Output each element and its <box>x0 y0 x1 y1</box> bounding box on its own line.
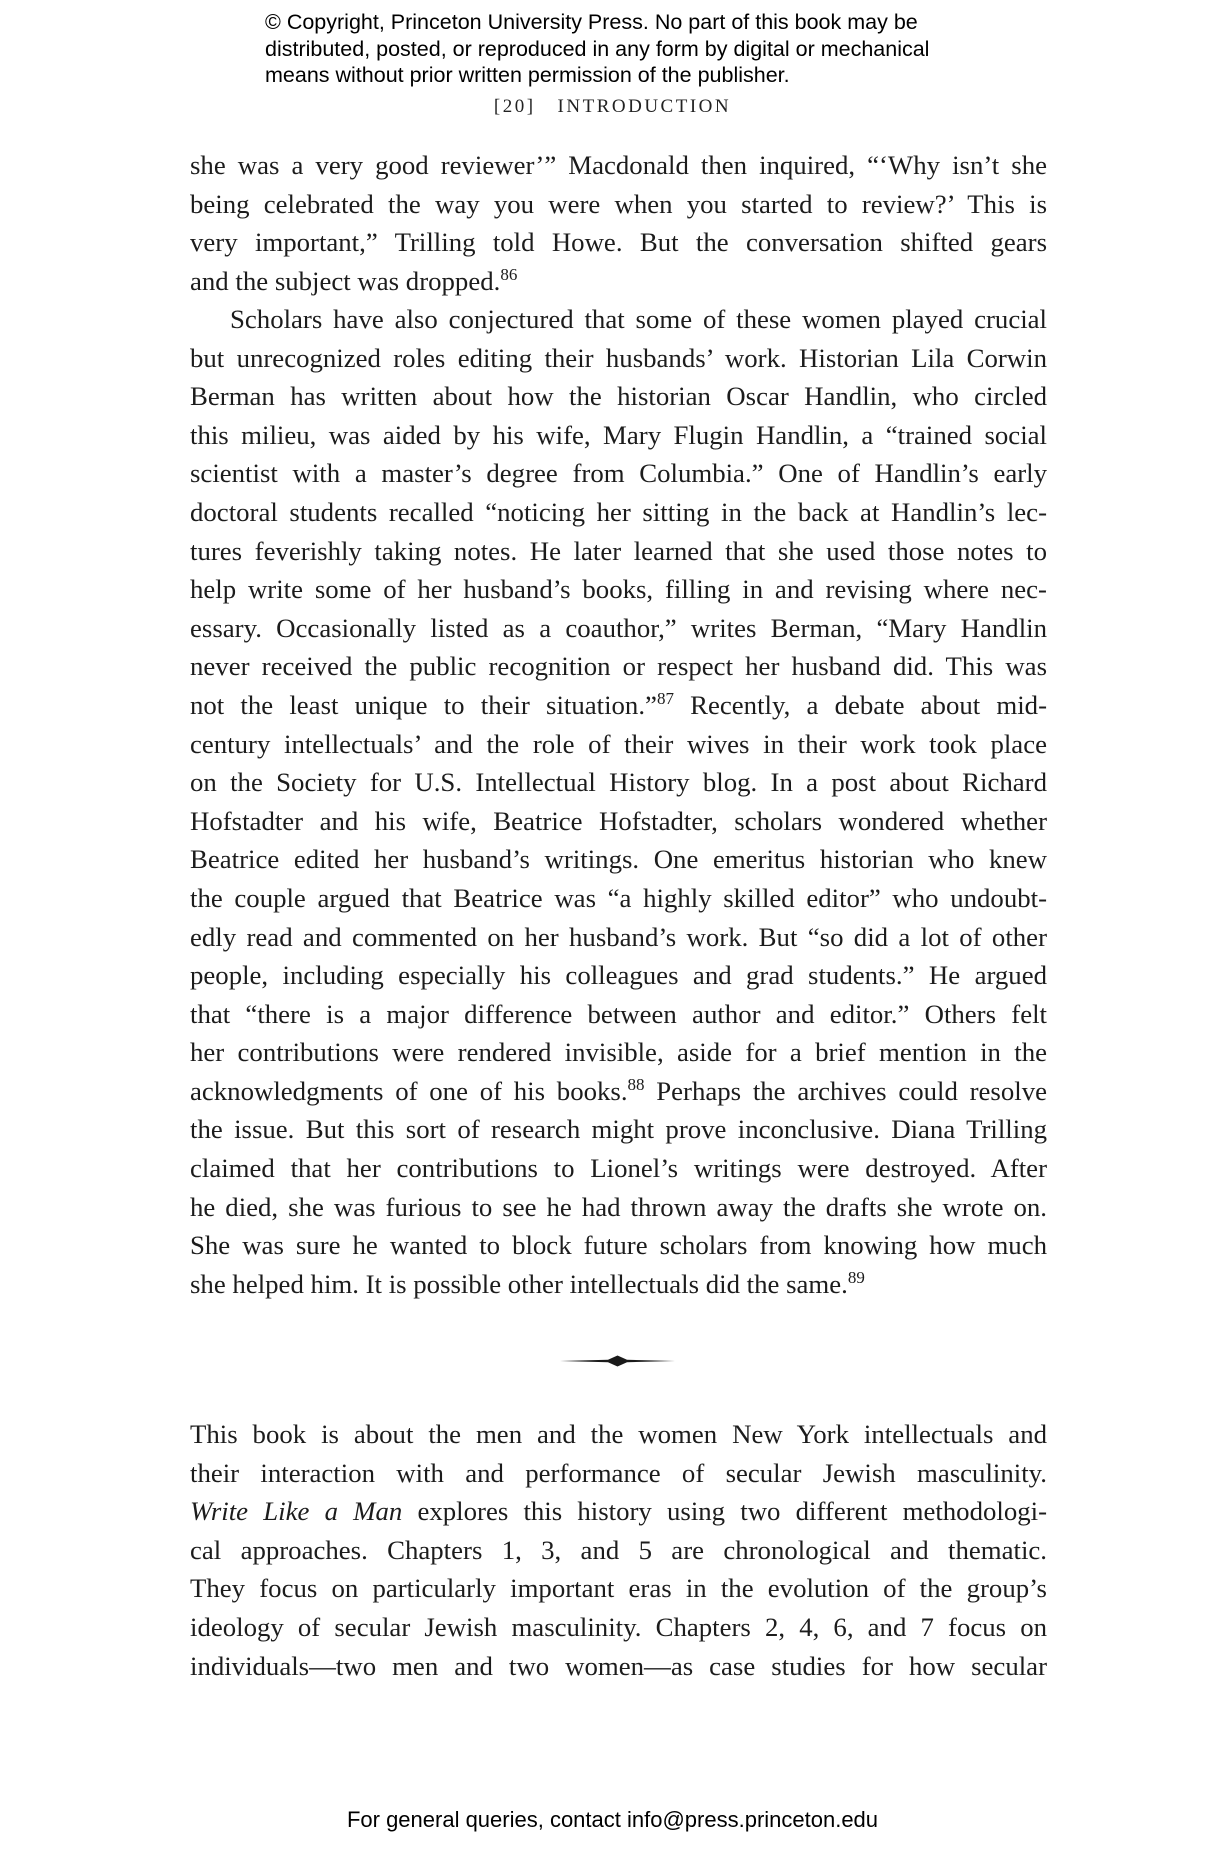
text-line: she was a very good reviewer’” Macdonald then inquired, “‘Why isn’t she <box>190 150 1047 180</box>
text-line: very important,” Trilling told Howe. But the conversation shifted gears <box>190 227 1047 258</box>
text-line: the couple argued that Beatrice was “a highly skilled editor” who undoubt- <box>190 882 1047 913</box>
text-line: Scholars have also conjectured that some of these women played crucial <box>230 304 1047 334</box>
text-line: She was sure he wanted to block future scholars from knowing how much <box>190 1230 1047 1261</box>
text-line: being celebrated the way you were when you started to review?’ This is <box>190 188 1047 219</box>
page-number: [20] <box>493 96 536 117</box>
text-line: that “there is a major difference between author and editor.” Others felt <box>190 998 1047 1029</box>
footnote-ref-88: 88 <box>627 1074 645 1094</box>
text-line: scientist with a master’s degree from Columbia.” One of Handlin’s early <box>190 458 1047 489</box>
text-line: This book is about the men and the women New York intellectuals and <box>190 1419 1047 1449</box>
text-line: century intellectuals’ and the role of their wives in their work took place <box>190 728 1047 759</box>
text-line: this milieu, was aided by his wife, Mary Flugin Handlin, a “trained social <box>190 419 1047 450</box>
text-line: Write Like a Man explores this history using two different methodologi- <box>190 1496 1047 1527</box>
text-line: tures feverishly taking notes. He later learned that she used those notes to <box>190 535 1047 566</box>
text-line: Berman has written about how the historian Oscar Handlin, who circled <box>190 381 1047 412</box>
text-line: never received the public recognition or respect her husband did. This was <box>190 651 1047 682</box>
text-line: Beatrice edited her husband’s writings. One emeritus historian who knew <box>190 844 1047 875</box>
paragraph-3 <box>190 1415 1047 1685</box>
text-line: their interaction with and performance of secular Jewish masculinity. <box>190 1457 1047 1488</box>
text-line: Hofstadter and his wife, Beatrice Hofstadter, scholars wondered whether <box>190 805 1047 836</box>
text-line: cal approaches. Chapters 1, 3, and 5 are chronological and thematic. <box>190 1534 1047 1565</box>
footnote-ref-86: 86 <box>500 264 518 284</box>
text-line: not the least unique to their situation.”$^{87}$ Recently, a debate about mid- <box>190 688 1047 720</box>
text-line: people, including especially his colleagues and grad students.” He argued <box>190 960 1047 991</box>
footnote-ref-87: 87 <box>656 688 674 708</box>
paragraph-2 <box>190 300 1047 1303</box>
paragraph-1 <box>190 146 1047 300</box>
text-line: on the Society for U.S. Intellectual History blog. In a post about Richard <box>190 767 1047 798</box>
text-line: help write some of her husband’s books, filling in and revising where nec- <box>190 574 1047 605</box>
copyright-line: distributed, posted, or reproduced in any form by digital or mechanical <box>265 36 930 61</box>
footer-contact: For general queries, contact info@press.princeton.edu <box>346 1807 879 1832</box>
text-line: her contributions were rendered invisible, aside for a brief mention in the <box>190 1037 1047 1068</box>
text-line: ideology of secular Jewish masculinity. Chapters 2, 4, 6, and 7 focus on <box>190 1611 1047 1642</box>
footnote-ref-89: 89 <box>847 1267 865 1287</box>
text-line: individuals—two men and two women—as case studies for how secular <box>190 1650 1047 1681</box>
copyright-line: © Copyright, Princeton University Press. No part of this book may be <box>265 10 918 34</box>
section-title: INTRODUCTION <box>557 96 732 117</box>
running-head <box>0 96 1225 118</box>
text-line: edly read and commented on her husband’s work. But “so did a lot of other <box>190 921 1047 952</box>
text-line: essary. Occasionally listed as a coauthor,” writes Berman, “Mary Handlin <box>190 612 1047 643</box>
copyright-notice <box>265 9 1025 89</box>
text-line: and the subject was dropped.$^{86}$ <box>190 264 518 296</box>
text-line: acknowledgments of one of his books.$^{88}$ Perhaps the archives could resolve <box>190 1074 1047 1106</box>
book-title: Write Like a Man <box>190 1496 403 1527</box>
text-line: the issue. But this sort of research might prove inconclusive. Diana Trilling <box>190 1114 1047 1145</box>
copyright-line: means without prior written permission of the publisher. <box>265 63 790 87</box>
text-line: he died, she was furious to see he had thrown away the drafts she wrote on. <box>190 1191 1047 1222</box>
text-line: claimed that her contributions to Lionel’s writings were destroyed. After <box>190 1153 1047 1184</box>
text-line: doctoral students recalled “noticing her sitting in the back at Handlin’s lec- <box>190 496 1047 527</box>
text-line: They focus on particularly important eras in the evolution of the group’s <box>190 1573 1047 1604</box>
text-line: but unrecognized roles editing their husbands’ work. Historian Lila Corwin <box>190 342 1047 373</box>
section-break-ornament <box>560 1353 675 1369</box>
text-line: she helped him. It is possible other intellectuals did the same.$^{89}$ <box>190 1267 865 1299</box>
